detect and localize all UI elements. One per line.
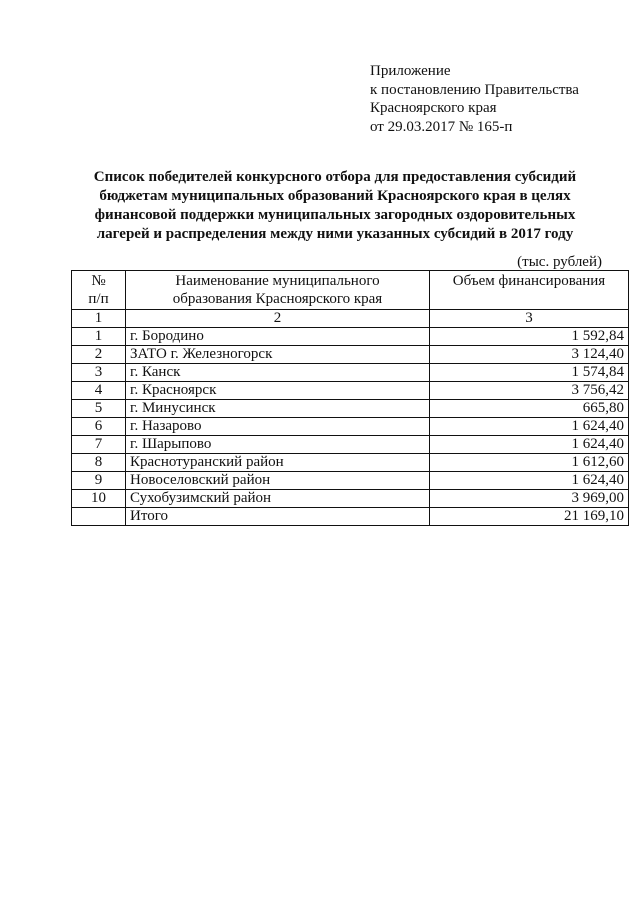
- row-name: г. Канск: [126, 364, 430, 382]
- appendix-line-2: к постановлению Правительства: [370, 81, 579, 98]
- row-num: 9: [72, 472, 126, 490]
- header-row: [72, 271, 629, 310]
- appendix-line-1: Приложение: [370, 63, 451, 79]
- row-sum: 1 624,40: [430, 436, 629, 454]
- total-label: Итого: [126, 508, 430, 526]
- row-sum: 3 756,42: [430, 382, 629, 400]
- table-row: [72, 454, 629, 472]
- index-row: [72, 310, 629, 328]
- total-num: [72, 508, 126, 526]
- row-num: 4: [72, 382, 126, 400]
- row-sum: 3 969,00: [430, 490, 629, 508]
- table-row: [72, 418, 629, 436]
- header-name-line-1: Наименование муниципального: [175, 273, 380, 289]
- document-title: [70, 168, 600, 244]
- row-sum: 1 624,40: [430, 418, 629, 436]
- total-sum: 21 169,10: [430, 508, 629, 526]
- row-name: г. Бородино: [126, 328, 430, 346]
- row-sum: 1 624,40: [430, 472, 629, 490]
- row-name: Сухобузимский район: [126, 490, 430, 508]
- row-num: 6: [72, 418, 126, 436]
- appendix-line-3: Красноярского края: [370, 100, 497, 116]
- index-cell-1: 1: [72, 310, 126, 328]
- total-row: [72, 508, 629, 526]
- table-header: [72, 271, 629, 310]
- title-line-3: финансовой поддержки муниципальных загородных оздоровительных: [94, 207, 576, 223]
- index-cell-3: 3: [430, 310, 629, 328]
- table-row: [72, 472, 629, 490]
- header-name: [126, 271, 430, 310]
- row-sum: 3 124,40: [430, 346, 629, 364]
- row-num: 8: [72, 454, 126, 472]
- table-row: [72, 382, 629, 400]
- row-name: г. Назарово: [126, 418, 430, 436]
- row-num: 10: [72, 490, 126, 508]
- header-num-line-2: п/п: [88, 291, 109, 307]
- row-name: г. Минусинск: [126, 400, 430, 418]
- financing-table: [71, 270, 629, 526]
- table-row: [72, 328, 629, 346]
- appendix-block: [370, 62, 579, 136]
- row-sum: 1 612,60: [430, 454, 629, 472]
- row-name: г. Шарыпово: [126, 436, 430, 454]
- title-line-4: лагерей и распределения между ними указанных субсидий в 2017 году: [96, 226, 574, 242]
- table-body: [72, 310, 629, 526]
- row-num: 1: [72, 328, 126, 346]
- table-row: [72, 490, 629, 508]
- row-name: Новоселовский район: [126, 472, 430, 490]
- row-num: 2: [72, 346, 126, 364]
- table-row: [72, 364, 629, 382]
- header-sum: Объем финансирования: [430, 271, 629, 310]
- title-line-1: Список победителей конкурсного отбора для предоставления субсидий: [93, 169, 577, 185]
- row-num: 5: [72, 400, 126, 418]
- row-num: 7: [72, 436, 126, 454]
- row-sum: 1 592,84: [430, 328, 629, 346]
- table-row: [72, 400, 629, 418]
- table-row: [72, 346, 629, 364]
- row-sum: 665,80: [430, 400, 629, 418]
- row-name: г. Красноярск: [126, 382, 430, 400]
- appendix-line-4: от 29.03.2017 № 165-п: [370, 118, 513, 135]
- header-num: [72, 271, 126, 310]
- row-name: Краснотуранский район: [126, 454, 430, 472]
- unit-label: (тыс. рублей): [517, 254, 602, 270]
- title-line-2: бюджетам муниципальных образований Красноярского края в целях: [99, 188, 571, 204]
- header-num-line-1: №: [91, 273, 106, 289]
- header-name-line-2: образования Красноярского края: [172, 291, 383, 307]
- row-sum: 1 574,84: [430, 364, 629, 382]
- row-name: ЗАТО г. Железногорск: [126, 346, 430, 364]
- index-cell-2: 2: [126, 310, 430, 328]
- table-row: [72, 436, 629, 454]
- row-num: 3: [72, 364, 126, 382]
